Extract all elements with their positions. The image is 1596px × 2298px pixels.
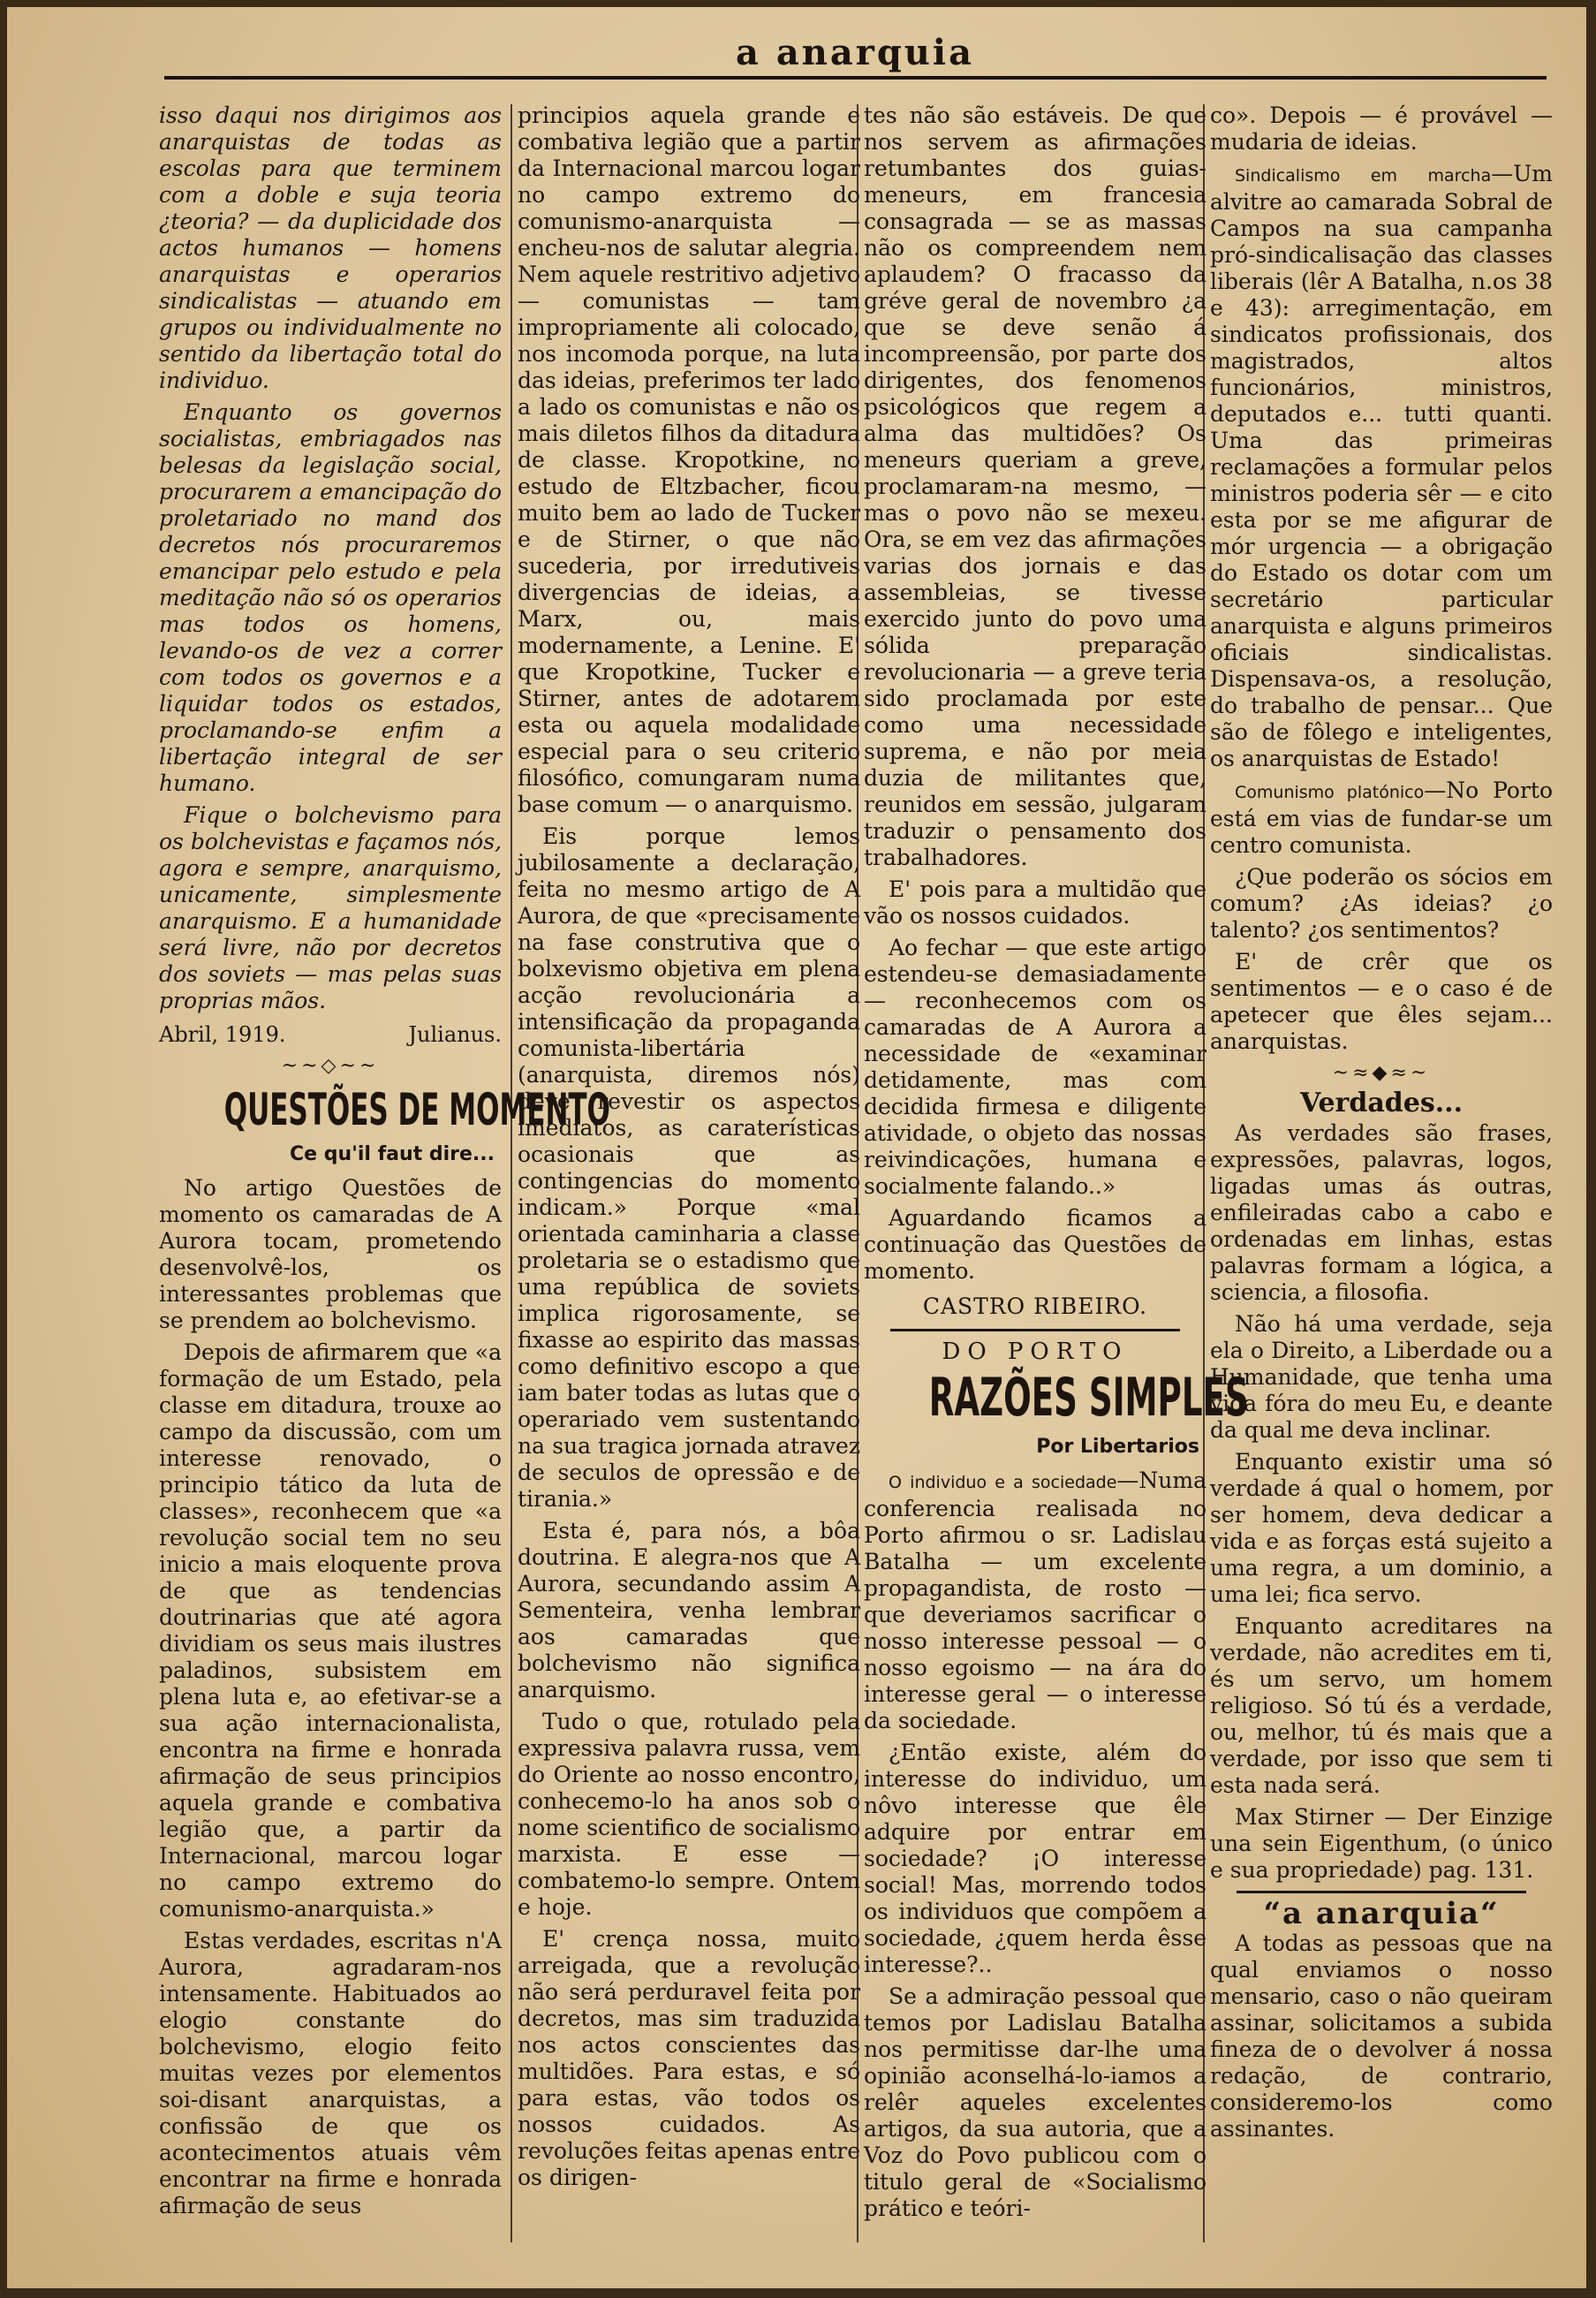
column-4 <box>1210 102 1553 2258</box>
paragraph <box>864 1468 1206 1734</box>
signature-date: Abril, 1919. <box>159 1022 286 1047</box>
article-subheading: Ce qu'il faut dire... <box>290 1143 495 1165</box>
column-3 <box>864 102 1249 2258</box>
paragraph-label: O individuo e a sociedade <box>889 1473 1117 1492</box>
paragraph: No artigo Questões de momento os camaradas de A Aurora tocam, prometendo desenvolvê-los, os interessantes problemas que se prendem ao bolchevismo. <box>159 1175 502 1333</box>
paragraph-label: Sindicalismo em marcha <box>1235 166 1492 186</box>
article-heading: RAZÕES SIMPLES <box>928 1367 1249 1429</box>
paragraph: Se a admiração pessoal que temos por Ladislau Batalha nos permitisse dar-lhe uma opinião aconselhá-lo-iamos a relêr aqueles excelentes artigos, da sua autoria, que a Voz do Povo publicou com o titulo geral de «Socialismo prático e teóri- <box>864 1983 1206 2221</box>
signature-name: Julianus. <box>408 1022 502 1047</box>
paragraph: Tudo o que, rotulado pela expressiva palavra russa, vem do Oriente ao nosso encontro, conhecemo-lo ha anos sob o nome scientifico de socialismo marxista. E esse — combatemo-lo sempre. Ontem e hoje. <box>518 1709 860 1920</box>
paragraph: A todas as pessoas que na qual enviamos o nosso mensario, caso o não queiram assinar, solicitamos a subida fineza de o devolver á nossa redação, de contrario, consideremo-los como assinantes. <box>1210 1930 1553 2142</box>
section-rule <box>890 1329 1180 1331</box>
paragraph: principios aquela grande e combativa legião que a partir da Internacional marcou logar no campo extremo do comunismo-anarquista — encheu-nos de salutar alegria. Nem aquele restritivo adjetivo — comunistas — tam impropriamente ali colocado, nos incomoda porque, na luta das ideias, preferimos ter lado a lado os comunistas e não os mais diletos filhos da ditadura de classe. Kropotkine, no estudo de Eltzbacher, ficou muito bem ao lado de Tucker e de Stirner, o que não sucederia, por irredutiveis divergencias de ideias, a Marx, ou, mais modernamente, a Lenine. E' que Kropotkine, Tucker e Stirner, antes de adotarem esta ou aquela modalidade especial para o seu criterio filosófico, comungaram numa base comum — o anarquismo. <box>518 102 860 817</box>
paragraph <box>1210 777 1553 859</box>
article-byline: Por Libertarios <box>1036 1436 1199 1458</box>
paragraph: Não há uma verdade, seja ela o Direito, a Liberdade ou a Humanidade, que tenha uma vida fóra do meu Eu, e deante da qual me deva inclinar. <box>1210 1311 1553 1443</box>
section-rule <box>1237 1891 1526 1893</box>
paragraph: E' pois para a multidão que vão os nossos cuidados. <box>864 876 1206 929</box>
column-1 <box>159 102 610 2258</box>
paragraph: isso daqui nos dirigimos aos anarquistas de todas as escolas para que terminem com a doble e suja teoria ¿teoria? — da duplicidade dos actos humanos — homens anarquistas e operarios sindicalistas — atuando em grupos ou individualmente no sentido da libertação total do individuo. <box>159 102 502 393</box>
paragraph: Enquanto os governos socialistas, embriagados nas belesas da legislação social, procurarem a emancipação do proletariado no mand dos decretos nós procuraremos emancipar pelo estudo e pela meditação não só os operarios mas todos os homens, levando-os de vez a correr com todos os governos e a liquidar todos os estados, proclamando-se enfim a libertação integral de ser humano. <box>159 399 502 796</box>
article-heading: Verdades... <box>1299 1088 1464 1119</box>
paragraph: Eis porque lemos jubilosamente a declaração, feita no mesmo artigo de A Aurora, de que «precisamente na fase construtiva que o bolxevismo objetiva em plena acção revolucionária a intensificação da propaganda comunista-libertária (anarquista, diremos nós) deve revestir os aspectos imediatos, as caraterísticas ocasionais que as contingencias do momento indicam.» Porque «mal orientada caminharia a classe proletaria se o estadismo que uma república de soviets implica rigorosamente, se fixasse ao espirito das massas como definitivo escopo a que iam bater todas as lutas que o operariado vem sustentando na sua tragica jornada atravez de seculos de opressão e de tirania.» <box>518 823 860 1512</box>
notice-heading: “a anarquia“ <box>1263 1896 1500 1931</box>
ornament-divider: ~~◇~~ <box>281 1055 380 1077</box>
section-kicker: DO PORTO <box>942 1339 1129 1365</box>
column-2 <box>518 102 860 2258</box>
paragraph: E' de crêr que os sentimentos — e o caso é de apetecer que êles sejam... anarquistas. <box>1210 949 1553 1054</box>
paragraph: Enquanto existir uma só verdade á qual o homem, por ser homem, deva dedicar a vida e as forças está sujeito a uma regra, a um dominio, a uma lei; fica servo. <box>1210 1449 1553 1607</box>
article-author: CASTRO RIBEIRO. <box>922 1293 1148 1319</box>
paragraph: ¿Que poderão os sócios em comum? ¿As ideias? ¿o talento? ¿os sentimentos? <box>1210 864 1553 943</box>
masthead-rule <box>164 76 1547 80</box>
signature-line <box>159 1021 502 1048</box>
paragraph-text: —Um alvitre ao camarada Sobral de Campos na sua campanha pró-sindicalisação das classes liberais (lêr A Batalha, n.os 38 e 43): arregimentação, em sindicatos profissionais, dos magistrados, altos funcionários, ministros, deputados e... tutti quanti. Uma das primeiras reclamações a formular pelos ministros poderia sêr — e cito esta por se me afigurar de mór urgencia — a obrigação do Estado os dotar com um secretário particular anarquista e alguns primeiros oficiais sindicalistas. Dispensava-os, a resolução, do trabalho de pensar... Que são de fôlego e inteligentes, os anarquistas de Estado! <box>1210 161 1553 771</box>
paragraph <box>1210 161 1553 772</box>
newspaper-page <box>7 7 1586 2288</box>
paragraph: Esta é, para nós, a bôa doutrina. E alegra-nos que A Aurora, secundando assim A Sementeira, venha lembrar aos camaradas que bolchevismo não significa anarquismo. <box>518 1518 860 1703</box>
column-divider <box>511 104 512 2242</box>
paragraph: Ao fechar — que este artigo estendeu-se demasiadamente — reconhecemos com os camaradas de A Aurora a necessidade de «examinar detidamente, mas com decidida firmesa e diligente atividade, o objeto das nossas reivindicações, humana e socialmente falando..» <box>864 935 1206 1199</box>
paragraph: Depois de afirmarem que «a formação de um Estado, pela classe em ditadura, trouxe ao campo da discussão, com um interesse renovado, o principio tático da luta de classes», reconhecem que «a revolução social tem no seu inicio a mais eloquente prova de que as tendencias doutrinarias que até agora dividiam os seus mais ilustres paladinos, subsistem em plena luta e, ao efetivar-se a sua ação internacionalista, encontra na firme e honrada afirmação de seus principios aquela grande e combativa legião que, a partir da Internacional, marcou logar no campo extremo do comunismo-anarquista.» <box>159 1339 502 1922</box>
paragraph-label: Comunismo platónico <box>1235 783 1425 802</box>
paragraph: Aguardando ficamos a continuação das Questões de momento. <box>864 1205 1206 1284</box>
paragraph: co». Depois — é provável — mudaria de ideias. <box>1210 102 1553 155</box>
paragraph: Max Stirner — Der Einzige una sein Eigenthum, (o único e sua propriedade) pag. 131. <box>1210 1804 1553 1883</box>
paragraph-text: —Numa conferencia realisada no Porto afirmou o sr. Ladislau Batalha — um excelente propagandista, de rosto — que deveriamos sacrificar o nosso interesse pessoal — o nosso egoismo — na ára do interesse geral — o interesse da sociedade. <box>864 1468 1206 1733</box>
paragraph: As verdades são frases, expressões, palavras, logos, ligadas umas ás outras, enfileiradas cabo a cabo e ordenadas em linhas, estas palavras formam a lógica, a sciencia, a filosofia. <box>1210 1120 1553 1305</box>
masthead: a anarquia <box>736 32 974 73</box>
paragraph: Fique o bolchevismo para os bolchevistas e façamos nós, agora e sempre, anarquismo, unicamente, simplesmente anarquismo. E a humanidade será livre, não por decretos dos soviets — mas pelas suas proprias mãos. <box>159 802 502 1013</box>
paragraph: ¿Então existe, além do interesse do individuo, um nôvo interesse que êle adquire por entrar em sociedade? ¡O interesse social! Mas, morrendo todos os individuos que compõem a sociedade, ¿quem herda êsse interesse?.. <box>864 1740 1206 1977</box>
ornament-divider: ~≈◆≈~ <box>1332 1062 1431 1084</box>
paragraph: Enquanto acreditares na verdade, não acredites em ti, és um servo, um homem religioso. Só tú és a verdade, ou, melhor, tú és mais que a verdade, por isso que sem ti esta nada será. <box>1210 1613 1553 1798</box>
paragraph-text: —No Porto está em vias de fundar-se um centro comunista. <box>1210 777 1553 858</box>
paragraph: E' crença nossa, muito arreigada, que a revolução não será perduravel feita por decretos, mas sim traduzida nos actos conscientes das multidões. Para estas, e só para estas, vão todos os nossos cuidados. As revoluções feitas apenas entre os dirigen- <box>518 1926 860 2190</box>
paragraph: Estas verdades, escritas n'A Aurora, agradaram-nos intensamente. Habituados ao elogio constante do bolchevismo, elogio feito muitas vezes por elementos soi-disant anarquistas, a confissão de que os acontecimentos atuais vêm encontrar na firme e honrada afirmação de seus <box>159 1928 502 2218</box>
paragraph: tes não são estáveis. De que nos servem as afirmações retumbantes dos guias-meneurs, em francesia consagrada — se as massas não os compreendem nem aplaudem? O fracasso da gréve geral de novembro ¿a que se deve senão á incompreensão, por parte dos dirigentes, dos fenomenos psicológicos que regem a alma das multidões? Os meneurs queriam a greve, proclamaram-na mesmo, — mas o povo não se mexeu. Ora, se em vez das afirmações varias dos jornais e das assembleias, se tivesse exercido junto do povo uma sólida preparação revolucionaria — a greve teria sido proclamada por este como uma necessidade suprema, e não por meia duzia de militantes que, reunidos em sessão, julgaram traduzir o pensamento dos trabalhadores. <box>864 102 1206 870</box>
article-heading: QUESTÕES DE MOMENTO <box>223 1084 610 1135</box>
